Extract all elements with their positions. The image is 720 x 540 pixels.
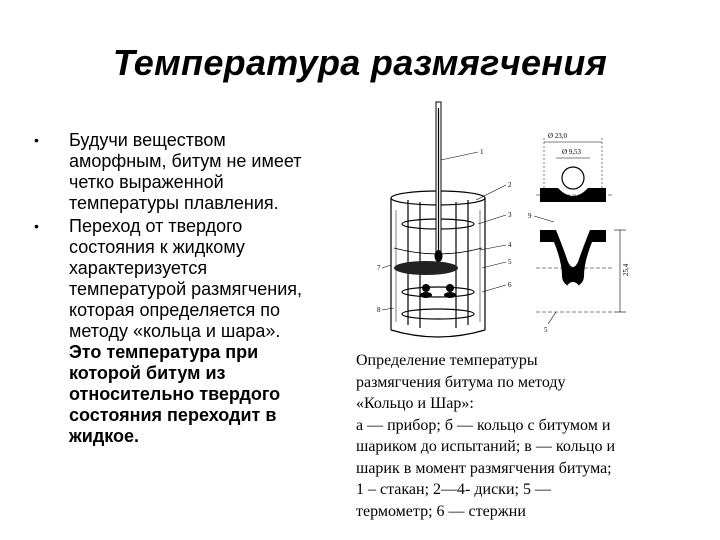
bullet-item-1 bbox=[28, 130, 348, 214]
ring-with-ball-detail bbox=[536, 132, 612, 202]
bullet-text-line: которая определяется по bbox=[69, 300, 281, 320]
bitumen-rings bbox=[394, 261, 458, 298]
bullet-text-line: Будучи веществом bbox=[69, 130, 226, 150]
bullet-bold-line: Это температура при bbox=[69, 342, 259, 362]
bullet-bold-line: которой битум из bbox=[69, 363, 226, 383]
bullet-list bbox=[28, 130, 348, 449]
bullet-text-line: методу «кольца и шара». bbox=[69, 321, 281, 341]
bullet-text-line: четко выраженной bbox=[69, 172, 224, 192]
dimension-label: Ø 23,0 bbox=[548, 132, 568, 140]
ring-and-ball-apparatus-figure bbox=[378, 100, 668, 345]
callout-label: 6 bbox=[508, 281, 512, 289]
callout-label: 2 bbox=[508, 181, 512, 189]
bullet-text-line: Переход от твердого bbox=[69, 216, 243, 236]
figure-caption bbox=[356, 350, 666, 522]
slide-title: Температура размягчения bbox=[112, 42, 608, 83]
softening-ring-detail bbox=[528, 212, 630, 334]
caption-line: «Кольцо и Шар»: bbox=[356, 395, 474, 412]
callout-label: 9 bbox=[528, 212, 532, 220]
bullet-text-line: температуры плавления. bbox=[69, 193, 279, 213]
bullet-text-line: аморфным, битум не имеет bbox=[69, 151, 302, 171]
bullet-bold-line: относительно твердого bbox=[69, 384, 281, 404]
callout-label: 1 bbox=[480, 148, 484, 156]
callout-label: 5 bbox=[508, 258, 512, 266]
bullet-text-line: состояния к жидкому bbox=[69, 237, 245, 257]
caption-line: а — прибор; б — кольцо с битумом и bbox=[356, 416, 611, 434]
callout-label: 7 bbox=[377, 264, 381, 272]
caption-line: термометр; 6 — стержни bbox=[356, 502, 526, 520]
dimension-label: Ø 9,53 bbox=[562, 148, 582, 156]
bullet-item-2 bbox=[28, 216, 348, 447]
bullet-text-line: характеризуется bbox=[69, 258, 208, 278]
callout-label: 5 bbox=[544, 326, 548, 334]
dimension-label: 25,4 bbox=[622, 263, 630, 276]
bullet-text-line: температурой размягчения, bbox=[69, 279, 303, 299]
bullet-icon: • bbox=[34, 132, 39, 148]
callout-label: 3 bbox=[508, 211, 512, 219]
apparatus-callouts bbox=[377, 148, 512, 314]
caption-line: шариком до испытаний; в — кольцо и bbox=[356, 438, 616, 455]
bullet-bold-line: жидкое. bbox=[69, 426, 140, 446]
caption-line: Определение температуры bbox=[356, 352, 538, 369]
caption-line: 1 – стакан; 2—4- диски; 5 — bbox=[356, 481, 551, 498]
thermometer bbox=[435, 102, 443, 262]
callout-label: 4 bbox=[508, 241, 512, 249]
caption-line: размягчения битума по методу bbox=[356, 373, 566, 391]
callout-label: 8 bbox=[377, 306, 381, 314]
bullet-icon: • bbox=[34, 218, 39, 234]
bullet-bold-line: состояния переходит в bbox=[69, 405, 277, 425]
caption-line: шарик в момент размягчения битума; bbox=[356, 459, 612, 477]
